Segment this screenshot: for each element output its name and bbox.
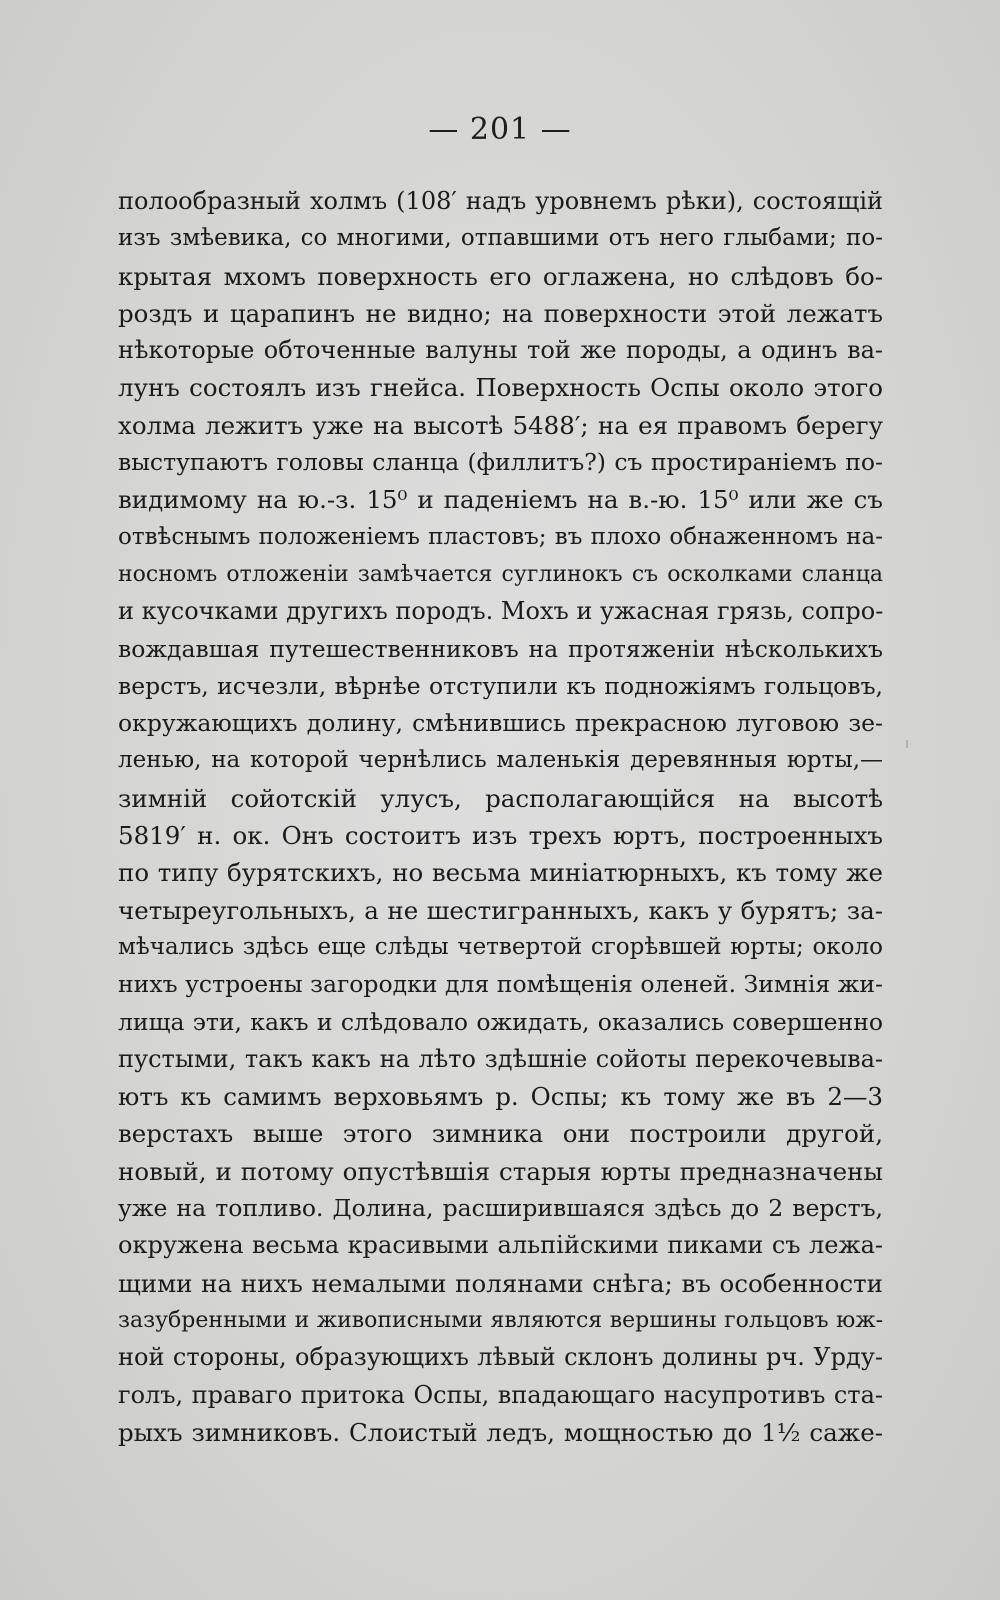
text-line: ной стороны, образующихъ лѣвый склонъ долины рч. Урду- [118,1343,883,1372]
text-line: окружающихъ долину, смѣнившись прекрасною луговою зе- [118,709,883,738]
text-line: по типу бурятскихъ, но весьма миніатюрныхъ, къ тому же [118,858,883,888]
text-line: голъ, праваго притока Оспы, впадающаго насупротивъ ста- [118,1380,883,1409]
text-line: видимому на ю.-з. 15⁰ и паденіемъ на в.-ю. 15⁰ или же съ [118,485,883,515]
text-line: полообразный холмъ (108′ надъ уровнемъ рѣки), состоящій [118,187,883,215]
text-line: изъ змѣевика, со многими, отпавшими отъ него глыбами; по- [118,225,883,252]
text-line: отвѣснымъ положеніемъ пластовъ; въ плохо обнаженномъ на- [118,523,883,550]
text-line: холма лежитъ уже на высотѣ 5488′; на ея правомъ берегу [118,410,883,440]
text-line: нихъ устроены загородки для помѣщенія оленей. Зимнія жи- [118,970,883,999]
text-line: окружена весьма красивыми альпійскими пиками съ лежа- [118,1231,883,1260]
text-line: 5819′ н. ок. Онъ состоитъ изъ трехъ юртъ, построенныхъ [118,821,883,851]
text-line: щими на нихъ немалыми полянами снѣга; въ особенности [118,1268,883,1298]
text-line: носномъ отложеніи замѣчается суглинокъ съ осколками сланца [118,561,883,587]
text-line: зазубренными и живописными являются вершины гольцовъ юж- [118,1307,883,1333]
text-line: зимній сойотскій улусъ, располагающійся на высотѣ [118,783,883,813]
text-line: роздъ и царапинъ не видно; на поверхности этой лежатъ [118,298,883,328]
text-line: пустыми, такъ какъ на лѣто здѣшніе сойоты перекочевыва- [118,1044,883,1073]
text-line: ленью, на которой чернѣлись маленькія деревянныя юрты,— [118,747,883,774]
page-number: — 201 — [428,112,572,147]
text-line: четыреугольныхъ, а не шестигранныхъ, какъ у бурятъ; за- [118,895,883,925]
text-line: и кусочками другихъ породъ. Мохъ и ужасная грязь, сопро- [118,597,883,626]
text-line: мѣчались здѣсь еще слѣды четвертой сгорѣвшей юрты; около [118,933,883,960]
body-text [118,183,883,1451]
text-line: лунъ состоялъ изъ гнейса. Поверхность Оспы около этого [118,373,883,403]
text-line: рыхъ зимниковъ. Слоистый ледъ, мощностью до 1½ саже- [118,1417,883,1447]
paper-speck [906,740,908,748]
text-line: верстъ, исчезли, вѣрнѣе отступили къ подножіямъ гольцовъ, [118,671,883,700]
text-line: новый, и потому опустѣвшія старыя юрты предназначены [118,1156,883,1186]
text-line: вождавшая путешественниковъ на протяженіи нѣсколькихъ [118,634,883,663]
text-line: уже на топливо. Долина, расширившаяся здѣсь до 2 верстъ, [118,1194,883,1223]
text-line: верстахъ выше этого зимника они построили другой, [118,1119,883,1149]
text-line: ютъ къ самимъ верховьямъ р. Оспы; къ тому же въ 2—3 [118,1082,883,1112]
text-line: нѣкоторые обточенные валуны той же породы, а одинъ ва- [118,336,883,365]
text-line: лища эти, какъ и слѣдовало ожидать, оказались совершенно [118,1007,883,1036]
text-line: выступаютъ головы сланца (филлитъ?) съ простираніемъ по- [118,448,883,477]
text-line: крытая мхомъ поверхность его оглажена, но слѣдовъ бо- [118,261,883,291]
